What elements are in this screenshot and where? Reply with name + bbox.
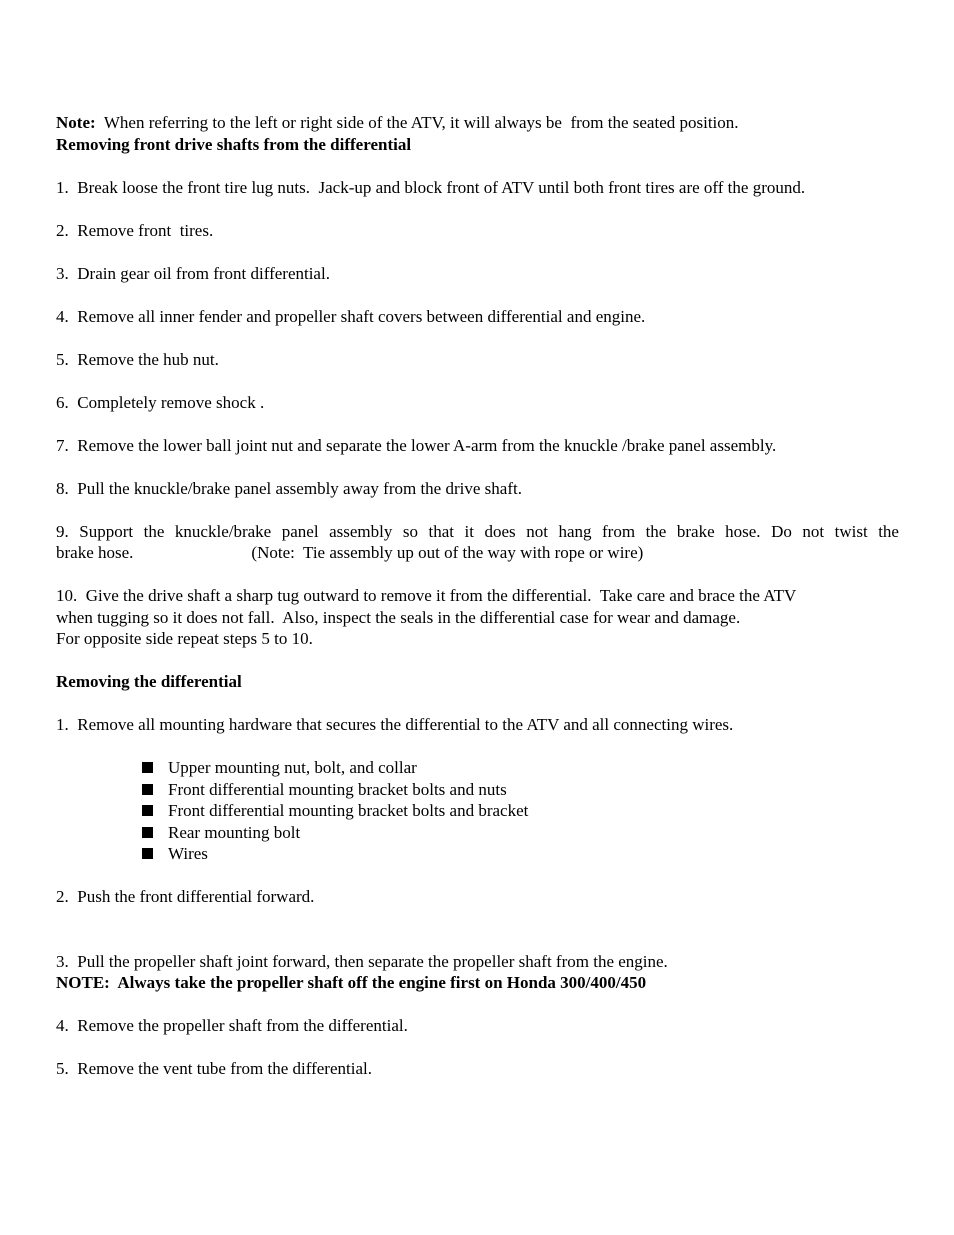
square-bullet-icon (142, 784, 153, 795)
word: assembly (329, 521, 393, 541)
square-bullet-icon (142, 762, 153, 773)
step-2: 2. Remove front tires. (56, 220, 214, 240)
step-9-line-2 (56, 542, 899, 564)
word: the (878, 521, 899, 541)
document-page (56, 112, 899, 1080)
step-10-line-1: 10. Give the drive shaft a sharp tug outward to remove it from the differential. Take care and brace the ATV (56, 586, 797, 605)
note-line (56, 112, 899, 134)
step-9-line-1 (56, 521, 899, 543)
word: that (428, 521, 455, 541)
list-item: Wires (142, 843, 899, 865)
hardware-bullet-list (142, 757, 899, 865)
section-heading-differential: Removing the differential (56, 672, 242, 691)
word: Do (771, 521, 792, 541)
step-5: 5. Remove the hub nut. (56, 349, 219, 369)
word: from (602, 521, 636, 541)
step-8: 8. Pull the knuckle/brake panel assembly away from the drive shaft. (56, 478, 522, 498)
diff-step-5: 5. Remove the vent tube from the differential. (56, 1059, 372, 1078)
step-3: 3. Drain gear oil from front differential. (56, 263, 330, 283)
word: the (143, 521, 165, 541)
square-bullet-icon (142, 827, 153, 838)
word: hose. (725, 521, 761, 541)
word: knuckle/brake (174, 521, 272, 541)
diff-step-3: 3. Pull the propeller shaft joint forward, then separate the propeller shaft from the engine. (56, 951, 668, 971)
step-6: 6. Completely remove shock . (56, 392, 265, 412)
word: it (464, 521, 474, 541)
section-heading-drive-shafts: Removing front drive shafts from the differential (56, 134, 412, 154)
word: not (802, 521, 825, 541)
step-10-line-3: For opposite side repeat steps 5 to 10. (56, 629, 313, 648)
word: so (402, 521, 418, 541)
diff-step-3-note: NOTE: Always take the propeller shaft off the engine first on Honda 300/400/450 (56, 973, 647, 992)
word: brake (676, 521, 715, 541)
step-9-brake-hose: brake hose. (56, 543, 134, 562)
list-item: Upper mounting nut, bolt, and collar (142, 757, 899, 779)
list-item: Rear mounting bolt (142, 822, 899, 844)
note-label: Note: (56, 113, 96, 132)
step-10-line-2: when tugging so it does not fall. Also, inspect the seals in the differential case for wear and damage. (56, 607, 741, 627)
square-bullet-icon (142, 805, 153, 816)
diff-step-2: 2. Push the front differential forward. (56, 887, 315, 906)
word: twist (834, 521, 868, 541)
step-4: 4. Remove all inner fender and propeller shaft covers between differential and engine. (56, 306, 646, 326)
square-bullet-icon (142, 848, 153, 859)
word: panel (281, 521, 319, 541)
word: the (645, 521, 667, 541)
step-9-note: (Note: Tie assembly up out of the way with rope or wire) (251, 543, 644, 562)
word: hang (558, 521, 592, 541)
word: 9. (56, 521, 69, 541)
word: does (484, 521, 516, 541)
step-7: 7. Remove the lower ball joint nut and separate the lower A-arm from the knuckle /brake panel assembly. (56, 435, 777, 455)
diff-step-4: 4. Remove the propeller shaft from the differential. (56, 1016, 408, 1035)
word: Support (79, 521, 134, 541)
diff-step-1: 1. Remove all mounting hardware that secures the differential to the ATV and all connecting wires. (56, 715, 734, 734)
word: not (526, 521, 548, 541)
list-item: Front differential mounting bracket bolts and bracket (142, 800, 899, 822)
list-item: Front differential mounting bracket bolts and nuts (142, 779, 899, 801)
note-text: When referring to the left or right side of the ATV, it will always be from the seated position. (95, 113, 739, 132)
step-1: 1. Break loose the front tire lug nuts. Jack-up and block front of ATV until both front tires are off the ground. (56, 177, 806, 197)
